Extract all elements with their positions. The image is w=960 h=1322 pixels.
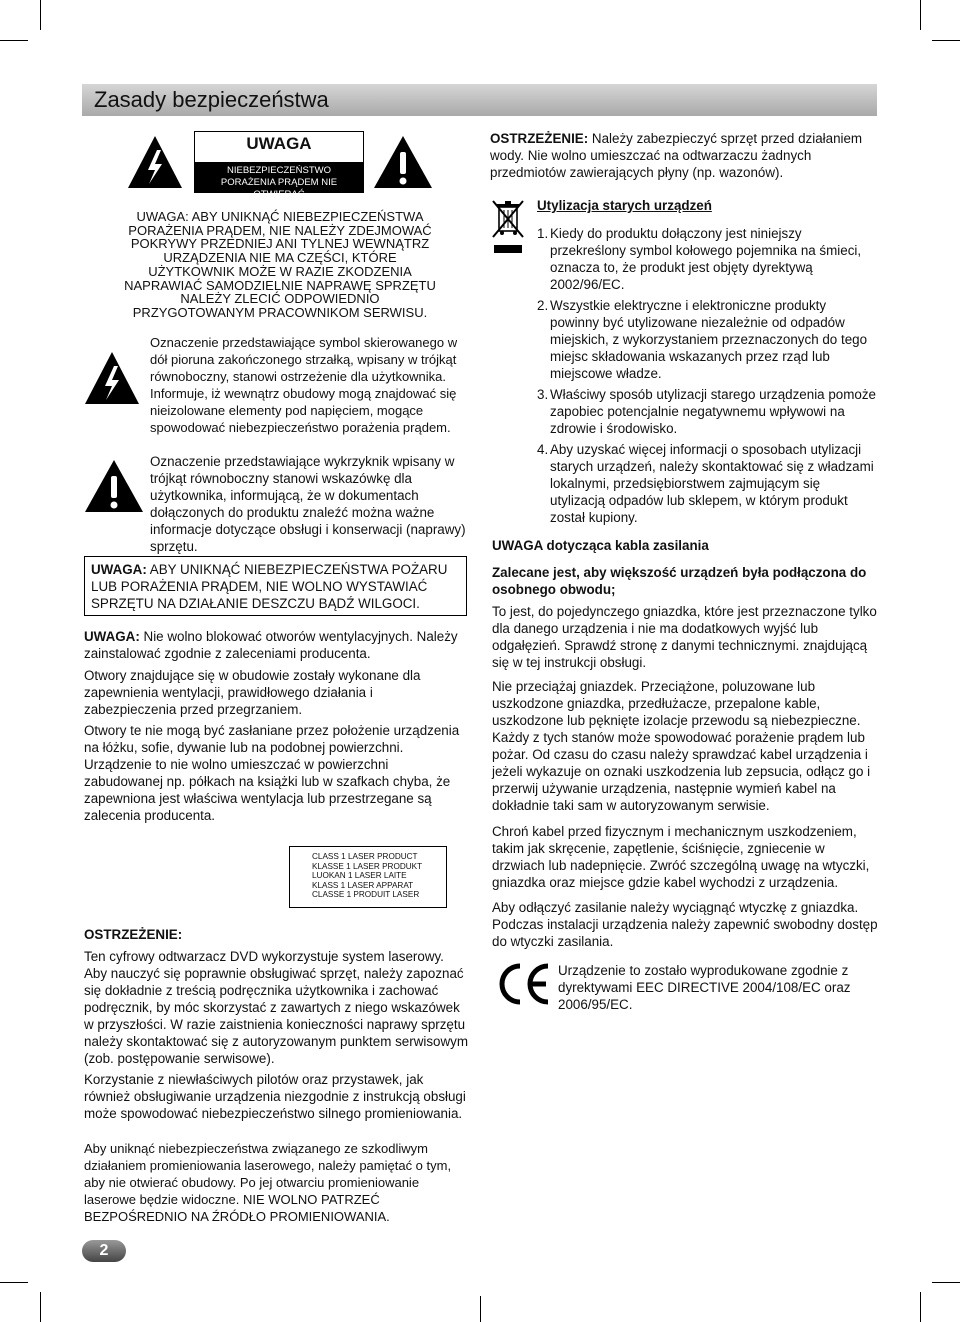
caps-line: URZĄDZENIA NIE MA CZĘŚCI, KTÓRE bbox=[163, 250, 397, 266]
lightning-explanation: Oznaczenie przedstawiające symbol skierowanego w dół pioruna zakończonego strzałką, wpisany w trójkąt równoboczny, stanowi ostrzeżenie dla użytkownika. Informuje, iż wewnątrz obudowy mogą znajdować się nieizolowane elementy pod napięciem, mogące spowodować niebezpieczeństwo porażenia prądem. bbox=[150, 335, 458, 435]
laser-class-label bbox=[289, 846, 447, 908]
cable-heading: UWAGA dotycząca kabla zasilania bbox=[492, 538, 709, 553]
list-item-number: 2. bbox=[537, 298, 549, 313]
vent-prefix: UWAGA: bbox=[84, 629, 140, 644]
caps-line: NAPRAWIAĆ SAMODZIELNIE NAPRAWĘ SPRZĘTU bbox=[124, 277, 436, 293]
laser-label-line: CLASS 1 LASER PRODUCT bbox=[312, 852, 418, 861]
laser-paragraph-2: Korzystanie z niewłaściwych pilotów oraz przystawek, jak również obsługiwanie urządzenia niezgodnie z instrukcją obsługi może spowodować niebezpieczeństwo silnego promieniowania. bbox=[84, 1072, 466, 1121]
uwaga-band-line2: PORAŻENIA PRĄDEM NIE OTWIERAĆ bbox=[220, 177, 338, 200]
ce-compliance-text: Urządzenie to zostało wyprodukowane zgodnie z dyrektywami EEC DIRECTIVE 2004/108/EC oraz 2006/95/EC. bbox=[558, 963, 851, 1012]
list-item bbox=[492, 441, 878, 526]
uwaga-band bbox=[195, 162, 363, 200]
laser-label-line: KLASSE 1 LASER PRODUKT bbox=[312, 861, 423, 871]
cable-paragraph-3: Chroń kabel przed fizycznym i mechanicznym uszkodzeniem, takim jak skręcenie, zapętlenie, ściśnięcie, zgniecenie w drzwiach lub nadepnięcie. Zwróć szczególną uwagę na wtyczki, gniazdka oraz miejsce gdzie kabel wychodzi z urządzenia. bbox=[492, 824, 870, 890]
holes-paragraph: Otwory znajdujące się w obudowie zostały wykonane dla zapewnienia wentylacji, prawidłowego działania i zabezpieczenia przed przegrzaniem. bbox=[84, 668, 421, 717]
list-item-text: Kiedy do produktu dołączony jest niniejszy przekreślony symbol kołowego pojemnika na śmieci, oznacza to, że produkt jest objęty dyrektywą 2002/96/EC. bbox=[550, 226, 862, 292]
list-item bbox=[492, 386, 878, 437]
caps-line: POKRYWY PRZEDNIEJ ANI TYLNEJ WEWNĄTRZ bbox=[130, 236, 430, 252]
fire-warning-prefix: UWAGA: bbox=[91, 562, 147, 577]
water-warning bbox=[490, 130, 876, 181]
laser-warning-heading: OSTRZEŻENIE: bbox=[84, 927, 183, 942]
list-item-text: Aby uzyskać więcej informacji o sposobach utylizacji starych urządzeń, należy skontaktować się z władzami lokalnymi, przedsiębiorstwem zajmującym się utylizacją odpadów lub sklepem, w którym produkt został kupiony. bbox=[550, 442, 874, 525]
water-text: Należy zabezpieczyć sprzęt przed działaniem wody. Nie wolno umieszczać na odtwarzaczu żadnych przedmiotów zawierających płyny (np. wazonów). bbox=[490, 131, 863, 180]
lightning-warning-icon bbox=[126, 134, 184, 190]
exclamation-warning-icon bbox=[372, 134, 434, 190]
ventilation-warning bbox=[84, 628, 468, 662]
cable-paragraph-4: Aby odłączyć zasilanie należy wyciągnąć wtyczkę z gniazdka. Podczas instalacji urządzenia należy zapewnić swobodny dostęp do wtyczki zasilania. bbox=[492, 900, 878, 949]
laser-label-line: LUOKAN 1 LASER LAITE bbox=[312, 871, 407, 881]
caps-line: UŻYTKOWNIK MOŻE W RAZIE ZKODZENIA bbox=[148, 263, 412, 279]
lightning-symbol-icon bbox=[83, 350, 141, 406]
cable-paragraph-1: To jest, do pojedynczego gniazdka, które jest przeznaczone tylko dla danego urządzenia i nie ma dodatkowych wyjść lub odgałęzień. Sprawdź stronę z danymi technicznymi. znajdującą się w tej instrukcji obsługi. bbox=[492, 604, 877, 670]
caps-line: PRZYGOTOWANYM PRACOWNIKOM SERWISU. bbox=[132, 304, 428, 320]
cable-paragraph-2: Nie przeciążaj gniazdek. Przeciążone, poluzowane lub uszkodzone gniazdka, przedłużacze, przepalone kable, uszkodzone lub pęknięte izolacje przewodu są niebezpieczne. Każdy z tych stanów może spowodować porażenie prądem lub pożar. Od czasu do czasu należy sprawdzać kabel urządzenia i jeżeli wykazuje on oznaki uszkodzenia lub zepsucia, odłącz go i przerwij używanie urządzenia, następnie wymień kabel na dokładnie taki sam w autoryzowanym serwisie. bbox=[492, 679, 871, 813]
list-item bbox=[492, 297, 878, 382]
weee-list bbox=[492, 225, 878, 526]
list-item-number: 1. bbox=[537, 226, 549, 241]
cable-subheading: Zalecane jest, aby większość urządzeń była podłączona do osobnego obwodu; bbox=[492, 565, 867, 597]
list-item-text: Wszystkie elektryczne i elektroniczne produkty powinny być utylizowane niezależnie od odpadów miejskich, z wykorzystaniem przeznaczonych do tego miejsc składowania wskazanych przez rząd lub miejscowe władze. bbox=[550, 298, 868, 381]
uwaga-heading: UWAGA bbox=[246, 134, 312, 153]
uwaga-label-box bbox=[194, 131, 364, 200]
caps-line: UWAGA: ABY UNIKNĄĆ NIEBEZPIECZEŃSTWA bbox=[136, 209, 424, 224]
caps-line: NALEŻY ZLECIĆ ODPOWIEDNIO bbox=[180, 291, 380, 307]
laser-label-line: CLASSE 1 PRODUIT LASER bbox=[312, 890, 420, 900]
laser-label-line: KLASS 1 LASER APPARAT bbox=[312, 880, 414, 890]
ce-mark-icon bbox=[494, 962, 552, 1006]
cover-paragraph: Otwory te nie mogą być zasłaniane przez położenie urządzenia na łóżku, sofie, dywanie lub na podobnej powierzchni. Urządzenie to nie wolno umieszczać w powierzchni zabudowanej np. półkach na książki lub w szafkach chyba, że zapewniona jest właściwa wentylacja lub przestrzegane są zalecenia producenta. bbox=[84, 723, 460, 823]
shock-warning-caps bbox=[110, 210, 450, 320]
laser-paragraph-3: Aby uniknąć niebezpieczeństwa związanego ze szkodliwym działaniem promieniowania laserowego, należy pamiętać o tym, aby nie otwierać obudowy. Po jej otwarciu promieniowanie laserowe będzie widoczne. NIE WOLNO PATRZEĆ BEZPOŚREDNIO NA ŹRÓDŁO PROMIENIOWANIA. bbox=[84, 1141, 452, 1224]
fire-warning-box bbox=[84, 556, 467, 616]
page-title: Zasady bezpieczeństwa bbox=[94, 87, 329, 112]
laser-paragraph-1: Ten cyfrowy odtwarzacz DVD wykorzystuje system laserowy. Aby nauczyć się poprawnie obsługiwać sprzęt, należy zapoznać się dokładnie z treścią podręcznika użytkownika i zachować podręcznik, by móc skorzystać z zawartych z niego wskazówek w przyszłości. W razie zaistnienia konieczności naprawy sprzętu należy skontaktować się z autoryzowanym punktem serwisowym (zob. postępowanie serwisowe). bbox=[84, 949, 469, 1066]
list-item bbox=[492, 225, 878, 293]
list-item-number: 3. bbox=[537, 387, 549, 402]
weee-heading: Utylizacja starych urządzeń bbox=[537, 198, 712, 213]
exclamation-explanation: Oznaczenie przedstawiające wykrzyknik wpisany w trójkąt równoboczny stanowi wskazówkę dla użytkownika, informującą, że w dokumentach dołączonych do produktu znaleźć można ważne informacje dotyczące obsługi i konserwacji (naprawy) sprzętu. bbox=[150, 454, 466, 554]
page-number-badge: 2 bbox=[82, 1240, 126, 1262]
uwaga-band-line1: NIEBEZPIECZEŃSTWO bbox=[227, 165, 331, 176]
water-prefix: OSTRZEŻENIE: bbox=[490, 131, 589, 146]
exclamation-symbol-icon bbox=[83, 458, 145, 514]
fire-warning-text: ABY UNIKNĄĆ NIEBEZPIECZEŃSTWA POŻARU LUB PORAŻENIA PRĄDEM, NIE WOLNO WYSTAWIAĆ SPRZĘTU NA DZIAŁANIE DESZCZU BĄDŹ WILGOCI. bbox=[91, 562, 448, 611]
vent-text: Nie wolno blokować otworów wentylacyjnych. Należy zainstalować zgodnie z zaleceniami producenta. bbox=[84, 629, 458, 661]
list-item-number: 4. bbox=[537, 442, 549, 457]
page-title-bar bbox=[82, 84, 877, 116]
caps-line: PORAŻENIA PRĄDEM, NIE NALEŻY ZDEJMOWAĆ bbox=[128, 222, 432, 238]
list-item-text: Właściwy sposób utylizacji starego urządzenia pomoże zapobiec potencjalnie negatywnemu wpływowi na zdrowie i środowisko. bbox=[550, 387, 876, 436]
